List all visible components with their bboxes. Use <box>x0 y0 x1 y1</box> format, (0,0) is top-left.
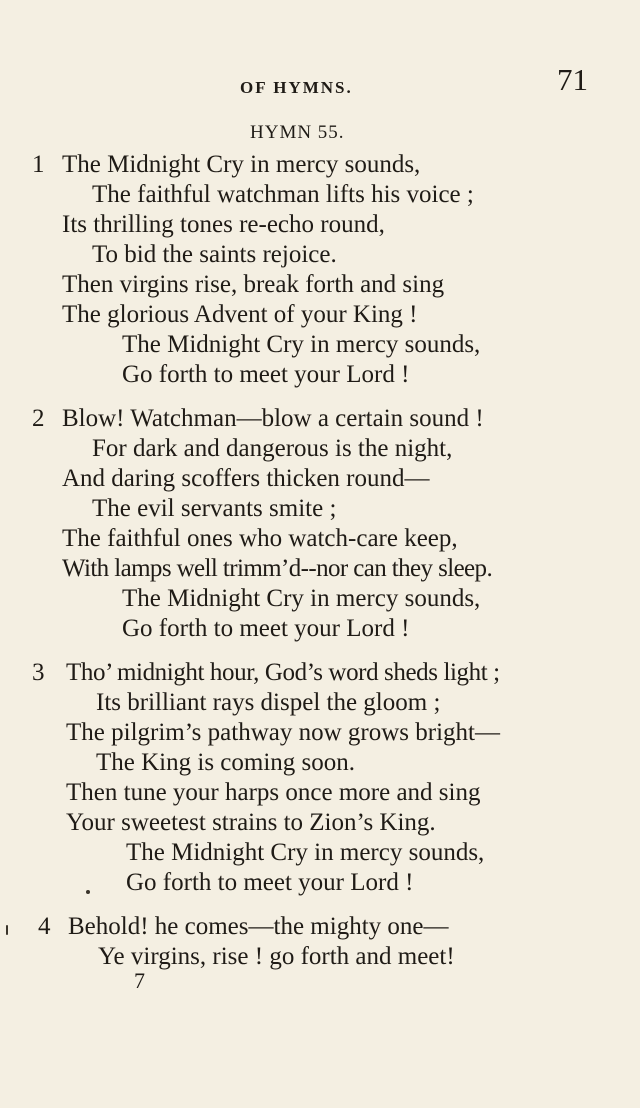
page-header <box>0 62 640 102</box>
verse-line: With lamps well trimm’d--nor can they sleep. <box>62 555 493 582</box>
refrain-line: The Midnight Cry in mercy sounds, <box>126 839 485 866</box>
verse-line: Its thrilling tones re-echo round, <box>62 211 385 238</box>
verse-line: For dark and dangerous is the night, <box>92 435 453 462</box>
verse-line: The faithful ones who watch-care keep, <box>62 525 458 552</box>
verse-line: The King is coming soon. <box>96 749 356 776</box>
verse-line-text: Behold! he comes—the mighty one— <box>68 913 449 940</box>
refrain-line: Go forth to meet your Lord ! <box>122 615 410 642</box>
verse-number: 1 <box>32 151 45 178</box>
verse-line: And daring scoffers thicken round— <box>62 465 430 492</box>
running-head: OF HYMNS. <box>240 78 353 97</box>
verse-line <box>0 912 640 942</box>
verse-line: Your sweetest strains to Zion’s King. <box>66 809 436 836</box>
verse-number: 4 <box>38 913 51 940</box>
verse-3 <box>0 658 640 898</box>
verse-line: Ye virgins, rise ! go forth and meet! <box>98 943 455 970</box>
signature-mark: 7 <box>134 968 145 993</box>
verse-line: The glorious Advent of your King ! <box>62 301 418 328</box>
ink-speck <box>86 890 90 894</box>
refrain-line: Go forth to meet your Lord ! <box>122 361 410 388</box>
verse-line <box>0 150 640 180</box>
verse-line: Then tune your harps once more and sing <box>66 779 481 806</box>
verse-line <box>0 404 640 434</box>
hymn-title: HYMN 55. <box>250 122 345 143</box>
ink-speck <box>6 925 8 935</box>
verse-line: Then virgins rise, break forth and sing <box>62 271 445 298</box>
verse-line: To bid the saints rejoice. <box>92 241 337 268</box>
verse-4 <box>0 912 640 972</box>
refrain-line: The Midnight Cry in mercy sounds, <box>122 331 481 358</box>
verse-line <box>0 658 640 688</box>
verse-2 <box>0 404 640 644</box>
refrain-line: Go forth to meet your Lord ! <box>126 869 414 896</box>
verse-line-text: The Midnight Cry in mercy sounds, <box>62 151 421 178</box>
page-number: 71 <box>557 62 588 97</box>
verse-number: 3 <box>32 659 45 686</box>
verse-line: Its brilliant rays dispel the gloom ; <box>96 689 441 716</box>
verse-line: The evil servants smite ; <box>92 495 337 522</box>
verse-number: 2 <box>32 405 45 432</box>
refrain-line: The Midnight Cry in mercy sounds, <box>122 585 481 612</box>
hymn-verses <box>0 150 640 986</box>
verse-line: The faithful watchman lifts his voice ; <box>92 181 474 208</box>
verse-1 <box>0 150 640 390</box>
verse-line-text: Tho’ midnight hour, God’s word sheds light ; <box>66 659 500 686</box>
verse-line: The pilgrim’s pathway now grows bright— <box>66 719 500 746</box>
verse-line-text: Blow! Watchman—blow a certain sound ! <box>62 405 484 432</box>
